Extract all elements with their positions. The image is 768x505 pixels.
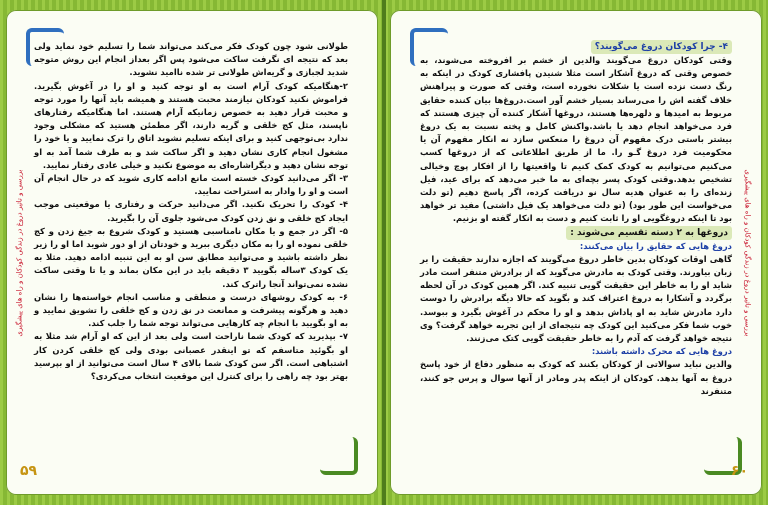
right-page bbox=[390, 10, 762, 495]
paragraph: گاهی اوقات کودکان بدین خاطر دروغ می‌گویند که اجازه ندارند حقیقت را بر زبان بیاورند. وقتی کودک به مادرش می‌گوید که از برادرش متنفر است مادر شاید او را به خاطر این حقیقت گویی تنبیه کند. اگر همین کودک در آن لحظه برگردد و آشکارا به دروغ اعتراف کند و بگوید که حالا دیگه برادرش را دوست دارد مادرش شاید به او پاداش بدهد و او را محکم در آغوش بگیرد و ببوسد. خوب شما فکر می‌کنید این کودک چه نتیجه‌ای از این تجربه خواهد گرفت؟ وی نتیجه خواهد گرفت که آدم را به خاطر حقیقت گویی کتک می‌زنند. bbox=[420, 253, 732, 344]
side-title: بررسی و تاثیر دروغ در زندگی کودکان و راه های پیشگیری bbox=[744, 168, 753, 337]
side-title: بررسی و تاثیر دروغ در زندگی کودکان و راه های پیشگیری bbox=[16, 168, 25, 337]
section-heading: ۴- چرا کودکان دروغ می‌گویند؟ bbox=[591, 40, 732, 54]
section-heading: دروغها به ۲ دسته تقسیم می‌شوند : bbox=[566, 226, 732, 240]
page-number: ۵۹ bbox=[20, 463, 38, 479]
paragraph: ۳- اگر می‌دانید کودک خسته است مانع ادامه کاری شوید که در حال انجام آن است و او را وادار به استراحت نمایید. bbox=[34, 173, 348, 197]
paragraph: ۷- بپذیرید که کودک شما ناراحت است ولی بعد از این که او آرام شد مثلا به او بگوئید متاسفم که تو اینقدر عصبانی بودی ولی کج خلقی کردن کار اشتباهی است. اگر سن کودک شما بالای ۴ سال است می‌توانید از او بپرسید بهتر بود چه راهی را برای کنترل این موقعیت انتخاب می‌کردی؟ bbox=[34, 331, 348, 382]
paragraph: والدین نباید سوالاتی از کودکان بکنند که کودک به منظور دفاع از خود پاسخ دروغ به آنها بدهد. کودکان از اینکه پدر ومادر از آنها سوال و پرس جو کنند، متنفرند bbox=[420, 359, 732, 396]
paragraph: ۴- کودک را تحریک نکنید. اگر می‌دانید حرکت و رفتاری یا موقعیتی موجب ایجاد کج خلقی و نق زدن کودک می‌شود جلوی آن را بگیرید. bbox=[34, 199, 348, 223]
subheading: دروغ هایی که حقایق را بیان می‌کنند: bbox=[579, 240, 732, 251]
right-page-text bbox=[420, 40, 732, 455]
left-page bbox=[6, 10, 378, 495]
book-spine bbox=[382, 0, 386, 505]
paragraph: ۶- به کودک روشهای درست و منطقی و مناسب انجام خواسته‌ها را نشان دهید و هرگونه پیشرفت و ممانعت در نق زدن و کج خلقی را تشویق نمایید و به او بگویید با انجام چه کارهایی می‌تواند توجه شما را جلب کند. bbox=[34, 291, 348, 329]
paragraph: طولانی شود چون کودک فکر می‌کند می‌تواند شما را تسلیم خود نماید ولی بعد که نتیجه ای نگرفت ساکت می‌شود پس اگر بعداز انجام این روش متوجه شدید لجبازی و گریه‌اش طولانی تر شده ناامید نشوید. bbox=[34, 41, 348, 78]
paragraph: ۲-هنگامیکه کودک آرام است به او توجه کنید و او را در آغوش بگیرید. فراموش نکنید کودکان نیازمند محبت هستند و همیشه باید آنها را مورد توجه و محبت قرار دهید به خصوص زمانیکه آرام هستند. اما هنگامیکه رفتارهای ناپسند، مثل کج خلقی و گریه دارند، اگر مطمئن هستید که مشکلی وجود ندارد بی‌توجهی کنید و برای اینکه تسلیم نشوید اتاق را ترک نمایید و یا خود را مشغول انجام کاری نشان دهید و اگر ساکت شد و به طرف شما آمد به او توجه نشان دهید و دیگراشاره‌ای به موضوع نکنید و خیلی عادی رفتار نمایید. bbox=[34, 80, 348, 170]
page-number: ۶۰ bbox=[730, 463, 748, 479]
subheading: دروغ هایی که محرک داشته باشند: bbox=[591, 346, 732, 357]
left-page-text bbox=[34, 40, 348, 455]
paragraph: ۵- اگر در جمع و یا مکان نامناسبی هستید و کودک شروع به جیغ زدن و کج خلقی نموده او را به مکان دیگری ببرید و خودتان از او دور شوید اما او را زیر نظر داشته باشید و می‌توانید مطابق سن او به این تنبیه ادامه دهید. مثلا به یک کودک ۳ساله بگویید ۳ دقیقه باید در این مکان بماند و یا تا وقتی ساکت نشده نمی‌تواند آنجا راترک کند. bbox=[34, 225, 348, 289]
paragraph: وقتی کودکان دروغ می‌گویند والدین از خشم بر افروخته می‌شوند، به خصوص وقتی که دروغ آشکار است مثلا شنیدن پافشاری کودک در اینکه به رنگ دست نزده است یا شکلات نخورده است، وقتی که صورت و پیراهنش خلاف گفته اش را می‌رساند بسیار خشم آور است.دروغ‌ها بیان کننده حقایق مربوط به امیدها و دلهره‌ها هستند، دروغها آشکار کننده آن چیزی هستند که فرد می‌خواهد انجام دهد یا باشد.واکنش کامل و پخته نسبت به یک دروغ بیشتر باستی درک مفهوم آن دروغ را منعکس سازد نه انکار مفهوم آن یا محکومیت فرد دروغ گـو را. ما از طریق اطلاعاتی که از دروغها کسب می‌کنیم می‌توانیم به کودک کمک کنیم تا واقعیتها را از افکار پوچ وخیالی تشخیص بدهد.وقتی کودک پسر بچه‌ای به ما خبر می‌دهد که برای عید، فیل زنده‌ای را به عنوان هدیه سال نو دریافت کرده، اگر پاسخ دهیم (تو دلت می‌خواست این طور بود) (تو دلت می‌خواهد یک فیل داشتی) مفید تر خواهد بود تا اینکه دروغگویی او را ثابت کنیم و دست به انکار گفته او بزنیم. bbox=[420, 55, 732, 224]
